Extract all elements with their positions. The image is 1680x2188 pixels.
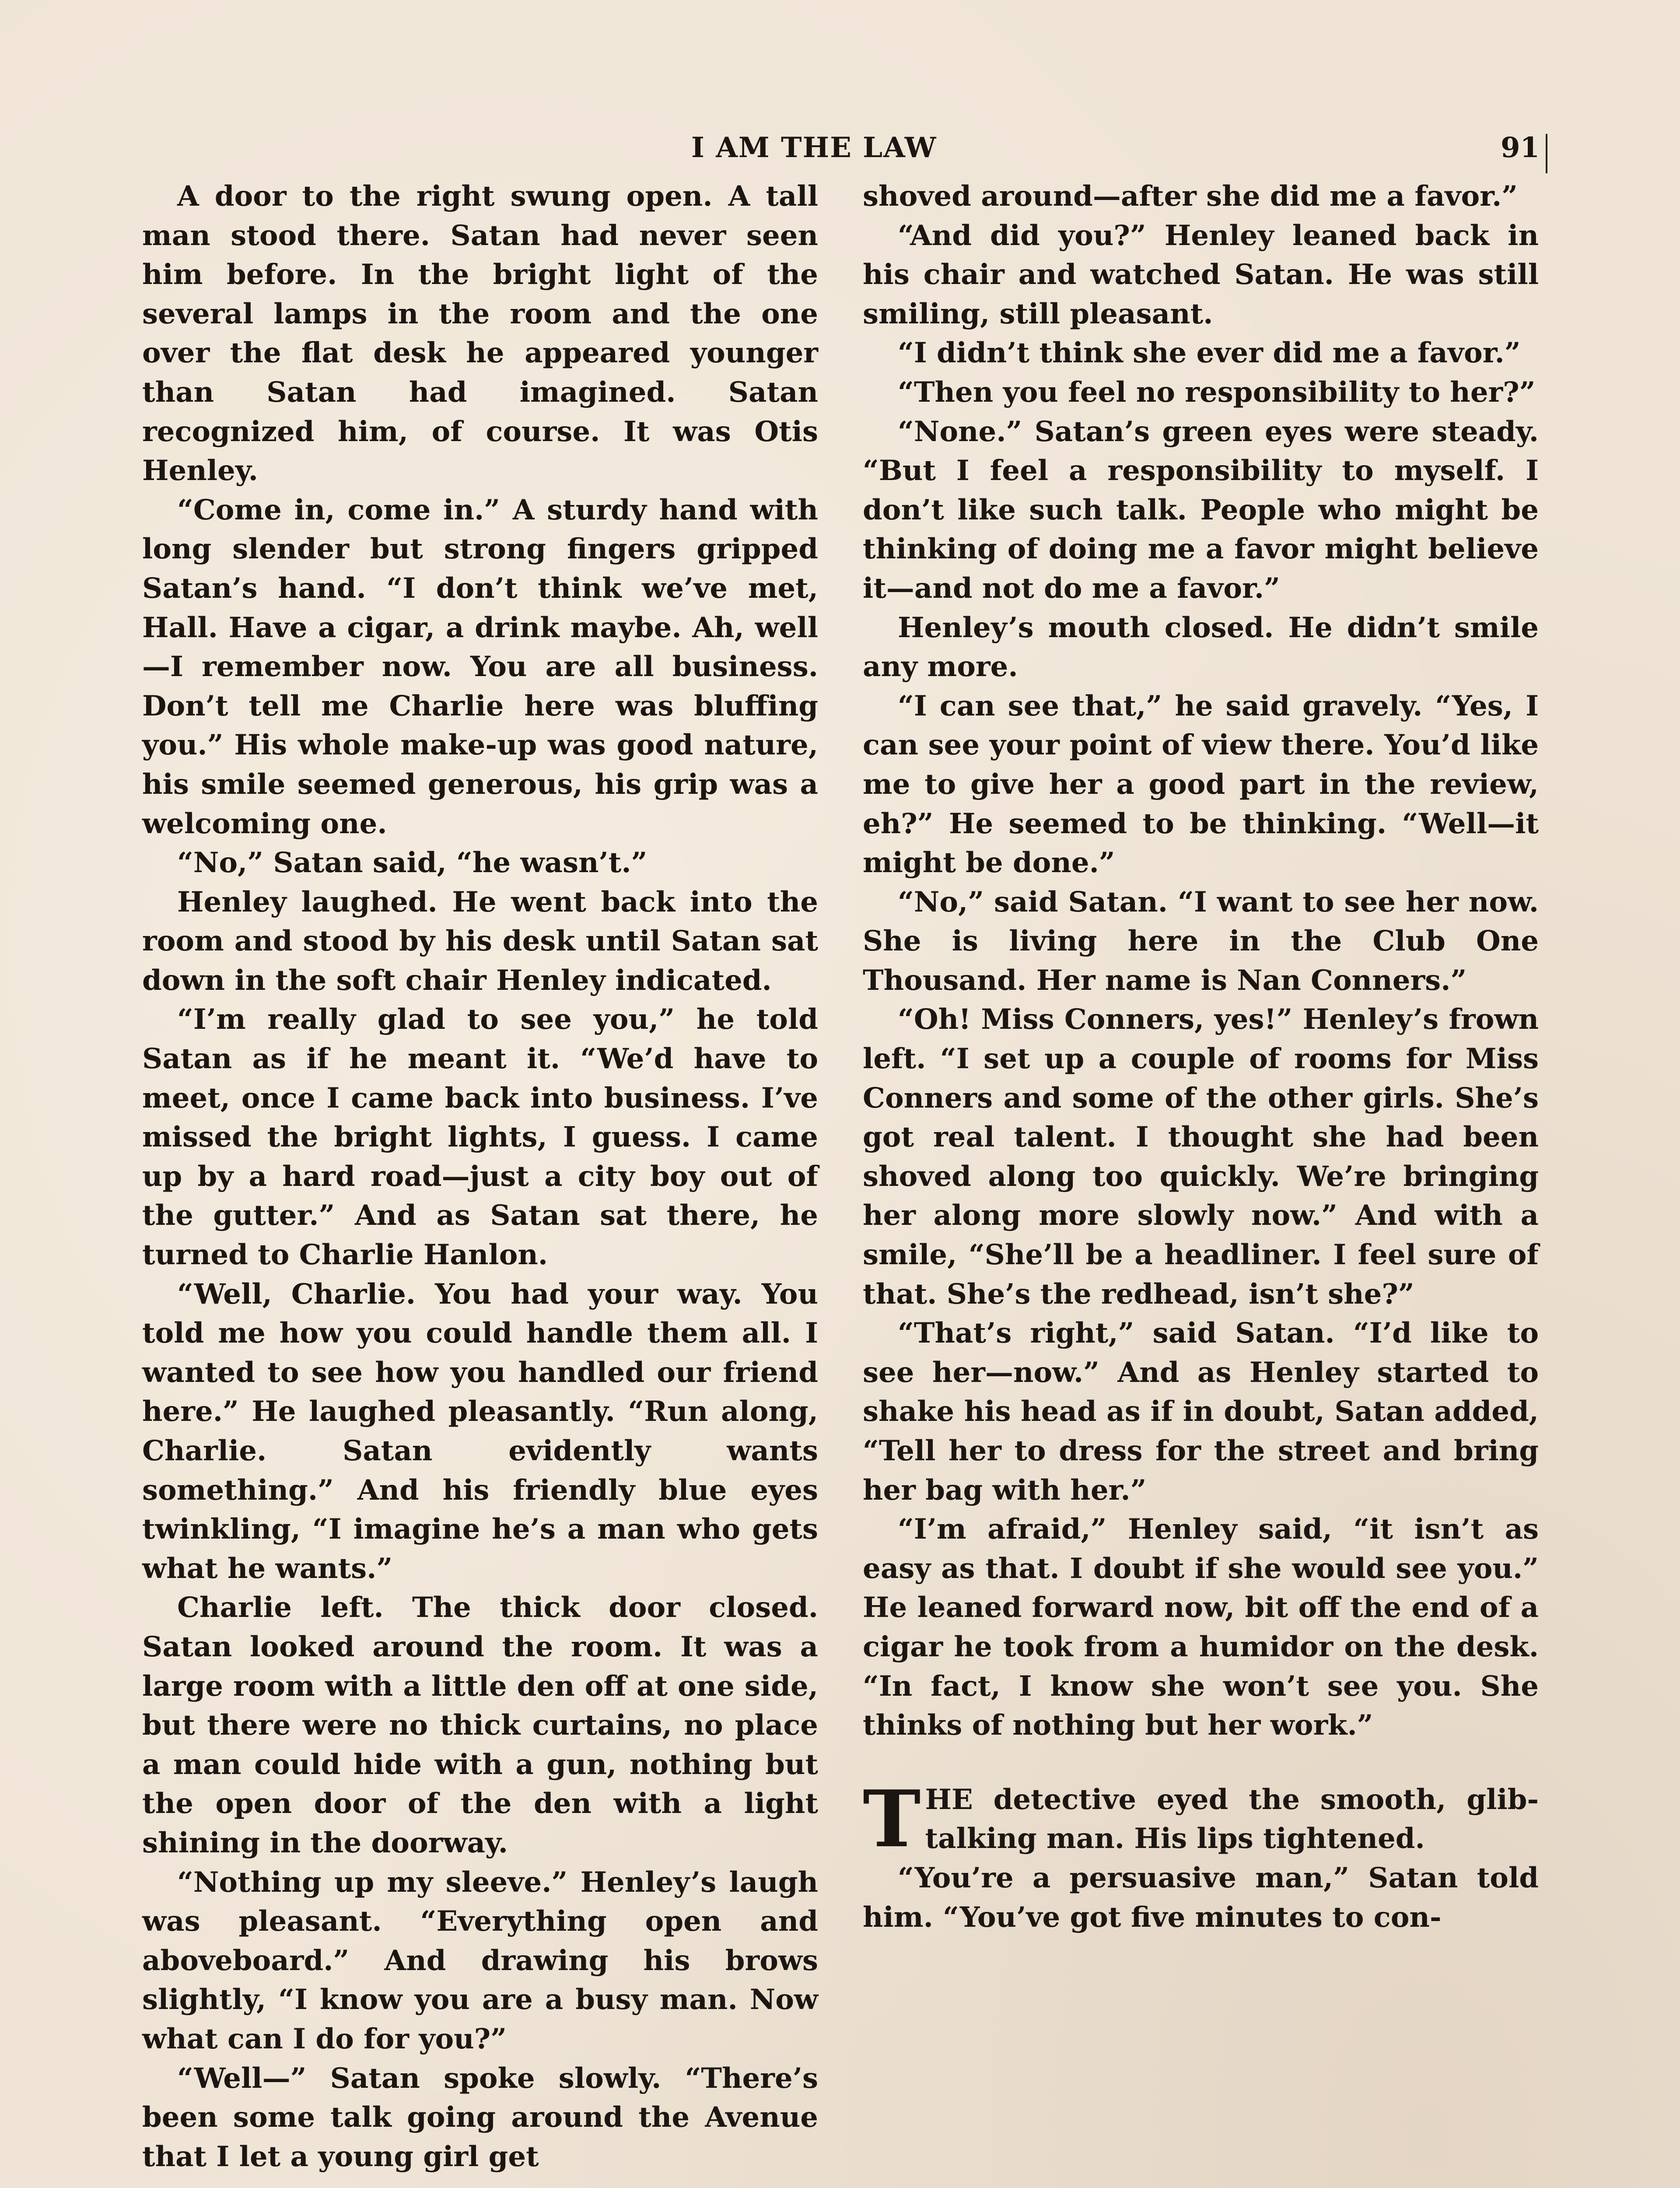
paragraph: “I’m afraid,” Henley said, “it isn’t as easy as that. I doubt if she would see you.” He leaned forward now, bit off the end of a cigar he took from a humidor on the desk. “In fact, I know she won’t see you. She thinks of nothing but her work.” [863, 1513, 1539, 1742]
paragraph: “You’re a persuasive man,” Satan told him. “You’ve got five minutes to con- [863, 1861, 1539, 1934]
paragraph: “I didn’t think she ever did me a favor.” [898, 337, 1521, 370]
paragraph: “None.” Satan’s green eyes were steady. “But I feel a responsibility to myself. I don’t like such talk. People who might be thinking of doing me a favor might believe it—and not do me a favor.” [863, 415, 1539, 605]
paragraph: “And did you?” Henley leaned back in his chair and watched Satan. He was still smiling, still pleasant. [863, 219, 1539, 330]
right-column [863, 177, 1539, 1937]
paragraph: “Then you feel no responsibility to her?” [898, 375, 1536, 409]
paragraph: “Come in, come in.” A sturdy hand with long slender but strong fingers gripped Satan’s hand. “I don’t think we’ve met, Hall. Have a cigar, a drink maybe. Ah, well—I remember now. You are all business. Don’t tell me Charlie here was bluffing you.” His whole make-up was good nature, his smile seemed generous, his grip was a welcoming one. [142, 493, 818, 840]
paragraph: “Well, Charlie. You had your way. You told me how you could handle them all. I wanted to see how you handled our friend here.” He laughed pleasantly. “Run along, Charlie. Satan evidently wants something.” And his friendly blue eyes twinkling, “I imagine he’s a man who gets what he wants.” [142, 1277, 818, 1585]
drop-cap: T [863, 1773, 921, 1865]
paragraph: “That’s right,” said Satan. “I’d like to see her—now.” And as Henley started to shake his head as if in doubt, Satan added, “Tell her to dress for the street and bring her bag with her.” [863, 1317, 1539, 1507]
section-opening-text: HE detective eyed the smooth, glib-talking man. His lips tightened. [925, 1783, 1539, 1855]
paragraph: “Oh! Miss Conners, yes!” Henley’s frown left. “I set up a couple of rooms for Miss Conners and some of the other girls. She’s got real talent. I thought she had been shoved along too quickly. We’re bringing her along more slowly now.” And with a smile, “She’ll be a headliner. I feel sure of that. She’s the redhead, isn’t she?” [863, 1003, 1539, 1311]
paragraph: Charlie left. The thick door closed. Satan looked around the room. It was a large room with a little den off at one side, but there were no thick curtains, no place a man could hide with a gun, nothing but the open door of the den with a light shining in the doorway. [142, 1591, 818, 1859]
section-gap [863, 1745, 1539, 1780]
paragraph: “Nothing up my sleeve.” Henley’s laugh was pleasant. “Everything open and aboveboard.” And drawing his brows slightly, “I know you are a busy man. Now what can I do for you?” [142, 1865, 818, 2055]
paragraph: “No,” Satan said, “he wasn’t.” [177, 846, 648, 880]
paragraph-continued: shoved around—after she did me a favor.” [863, 180, 1518, 213]
paragraph: “I’m really glad to see you,” he told Satan as if he meant it. “We’d have to meet, once I came back into business. I’ve missed the bright lights, I guess. I came up by a hard road—just a city boy out of the gutter.” And as Satan sat there, he turned to Charlie Hanlon. [142, 1003, 818, 1272]
running-header-title: I AM THE LAW [691, 131, 937, 164]
page-number: 91 [1501, 131, 1540, 164]
paragraph: Henley laughed. He went back into the room and stood by his desk until Satan sat down in the soft chair Henley indicated. [142, 885, 818, 997]
paragraph: A door to the right swung open. A tall man stood there. Satan had never seen him before. In the bright light of the several lamps in the room and the one over the flat desk he appeared younger than Satan had imagined. Satan recognized him, of course. It was Otis Henley. [142, 180, 818, 487]
paragraph: “I can see that,” he said gravely. “Yes, I can see your point of view there. You’d like me to give her a good part in the review, eh?” He seemed to be thinking. “Well—it might be done.” [863, 689, 1539, 880]
paragraph: “Well—” Satan spoke slowly. “There’s been some talk going around the Avenue that I let a young girl get [142, 2062, 818, 2173]
header-rule [1546, 134, 1547, 173]
left-column [142, 177, 818, 2176]
section-opening-paragraph [863, 1773, 1539, 1865]
paragraph: “No,” said Satan. “I want to see her now. She is living here in the Club One Thousand. Her name is Nan Conners.” [863, 885, 1539, 997]
paragraph: Henley’s mouth closed. He didn’t smile any more. [863, 611, 1539, 684]
